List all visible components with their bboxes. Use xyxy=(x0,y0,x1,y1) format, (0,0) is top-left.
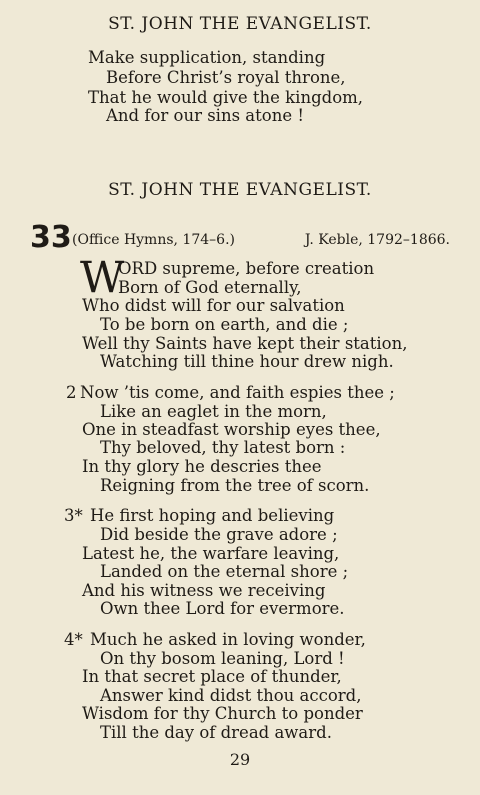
stanza-line: Till the day of dread award. xyxy=(100,723,332,742)
hymn-source: (Office Hymns, 174–6.) xyxy=(72,232,235,248)
stanza-line: Much he asked in loving wonder, xyxy=(90,630,366,649)
previous-hymn-line: Make supplication, standing xyxy=(88,48,326,67)
stanza-line: Born of God eternally, xyxy=(118,278,302,297)
stanza-line: Watching till thine hour drew nigh. xyxy=(100,352,394,371)
stanza-line: Answer kind didst thou accord, xyxy=(100,686,362,705)
stanza-line: And his witness we receiving xyxy=(82,581,326,600)
stanza-line: To be born on earth, and die ; xyxy=(100,315,349,334)
hymn-number: 33 xyxy=(30,220,72,255)
stanza-line: Latest he, the warfare leaving, xyxy=(82,544,340,563)
stanza-line: Wisdom for thy Church to ponder xyxy=(82,704,363,723)
stanza-line: Now ’tis come, and faith espies thee ; xyxy=(80,383,395,402)
hymn-title: ST. JOHN THE EVANGELIST. xyxy=(108,180,372,200)
stanza-line: Reigning from the tree of scorn. xyxy=(100,476,370,495)
stanza-line: In that secret place of thunder, xyxy=(82,667,342,686)
stanza-line: Own thee Lord for evermore. xyxy=(100,599,345,618)
stanza-line: Who didst will for our salvation xyxy=(82,296,345,315)
hymn-author: J. Keble, 1792–1866. xyxy=(304,232,450,248)
previous-hymn-line: And for our sins atone ! xyxy=(106,106,304,125)
stanza-line: ORD supreme, before creation xyxy=(118,259,375,278)
stanza-number: 4* xyxy=(64,630,83,649)
stanza-line: Did beside the grave adore ; xyxy=(100,525,338,544)
stanza-line: Landed on the eternal shore ; xyxy=(100,562,349,581)
stanza-line: On thy bosom leaning, Lord ! xyxy=(100,649,345,668)
previous-hymn-line: That he would give the kingdom, xyxy=(88,88,364,107)
previous-hymn-line: Before Christ’s royal throne, xyxy=(106,68,346,87)
stanza-line: Well thy Saints have kept their station, xyxy=(82,334,408,353)
stanza-number: 2 xyxy=(66,383,77,402)
stanza-line: Thy beloved, thy latest born : xyxy=(100,438,346,457)
drop-cap: W xyxy=(80,253,125,303)
stanza-line: He first hoping and believing xyxy=(90,506,335,525)
page-number: 29 xyxy=(229,750,251,769)
stanza-line: One in steadfast worship eyes thee, xyxy=(82,420,381,439)
stanza-number: 3* xyxy=(64,506,83,525)
running-head: ST. JOHN THE EVANGELIST. xyxy=(108,14,372,34)
stanza-line: Like an eaglet in the morn, xyxy=(100,402,327,421)
stanza-line: In thy glory he descries thee xyxy=(82,457,322,476)
